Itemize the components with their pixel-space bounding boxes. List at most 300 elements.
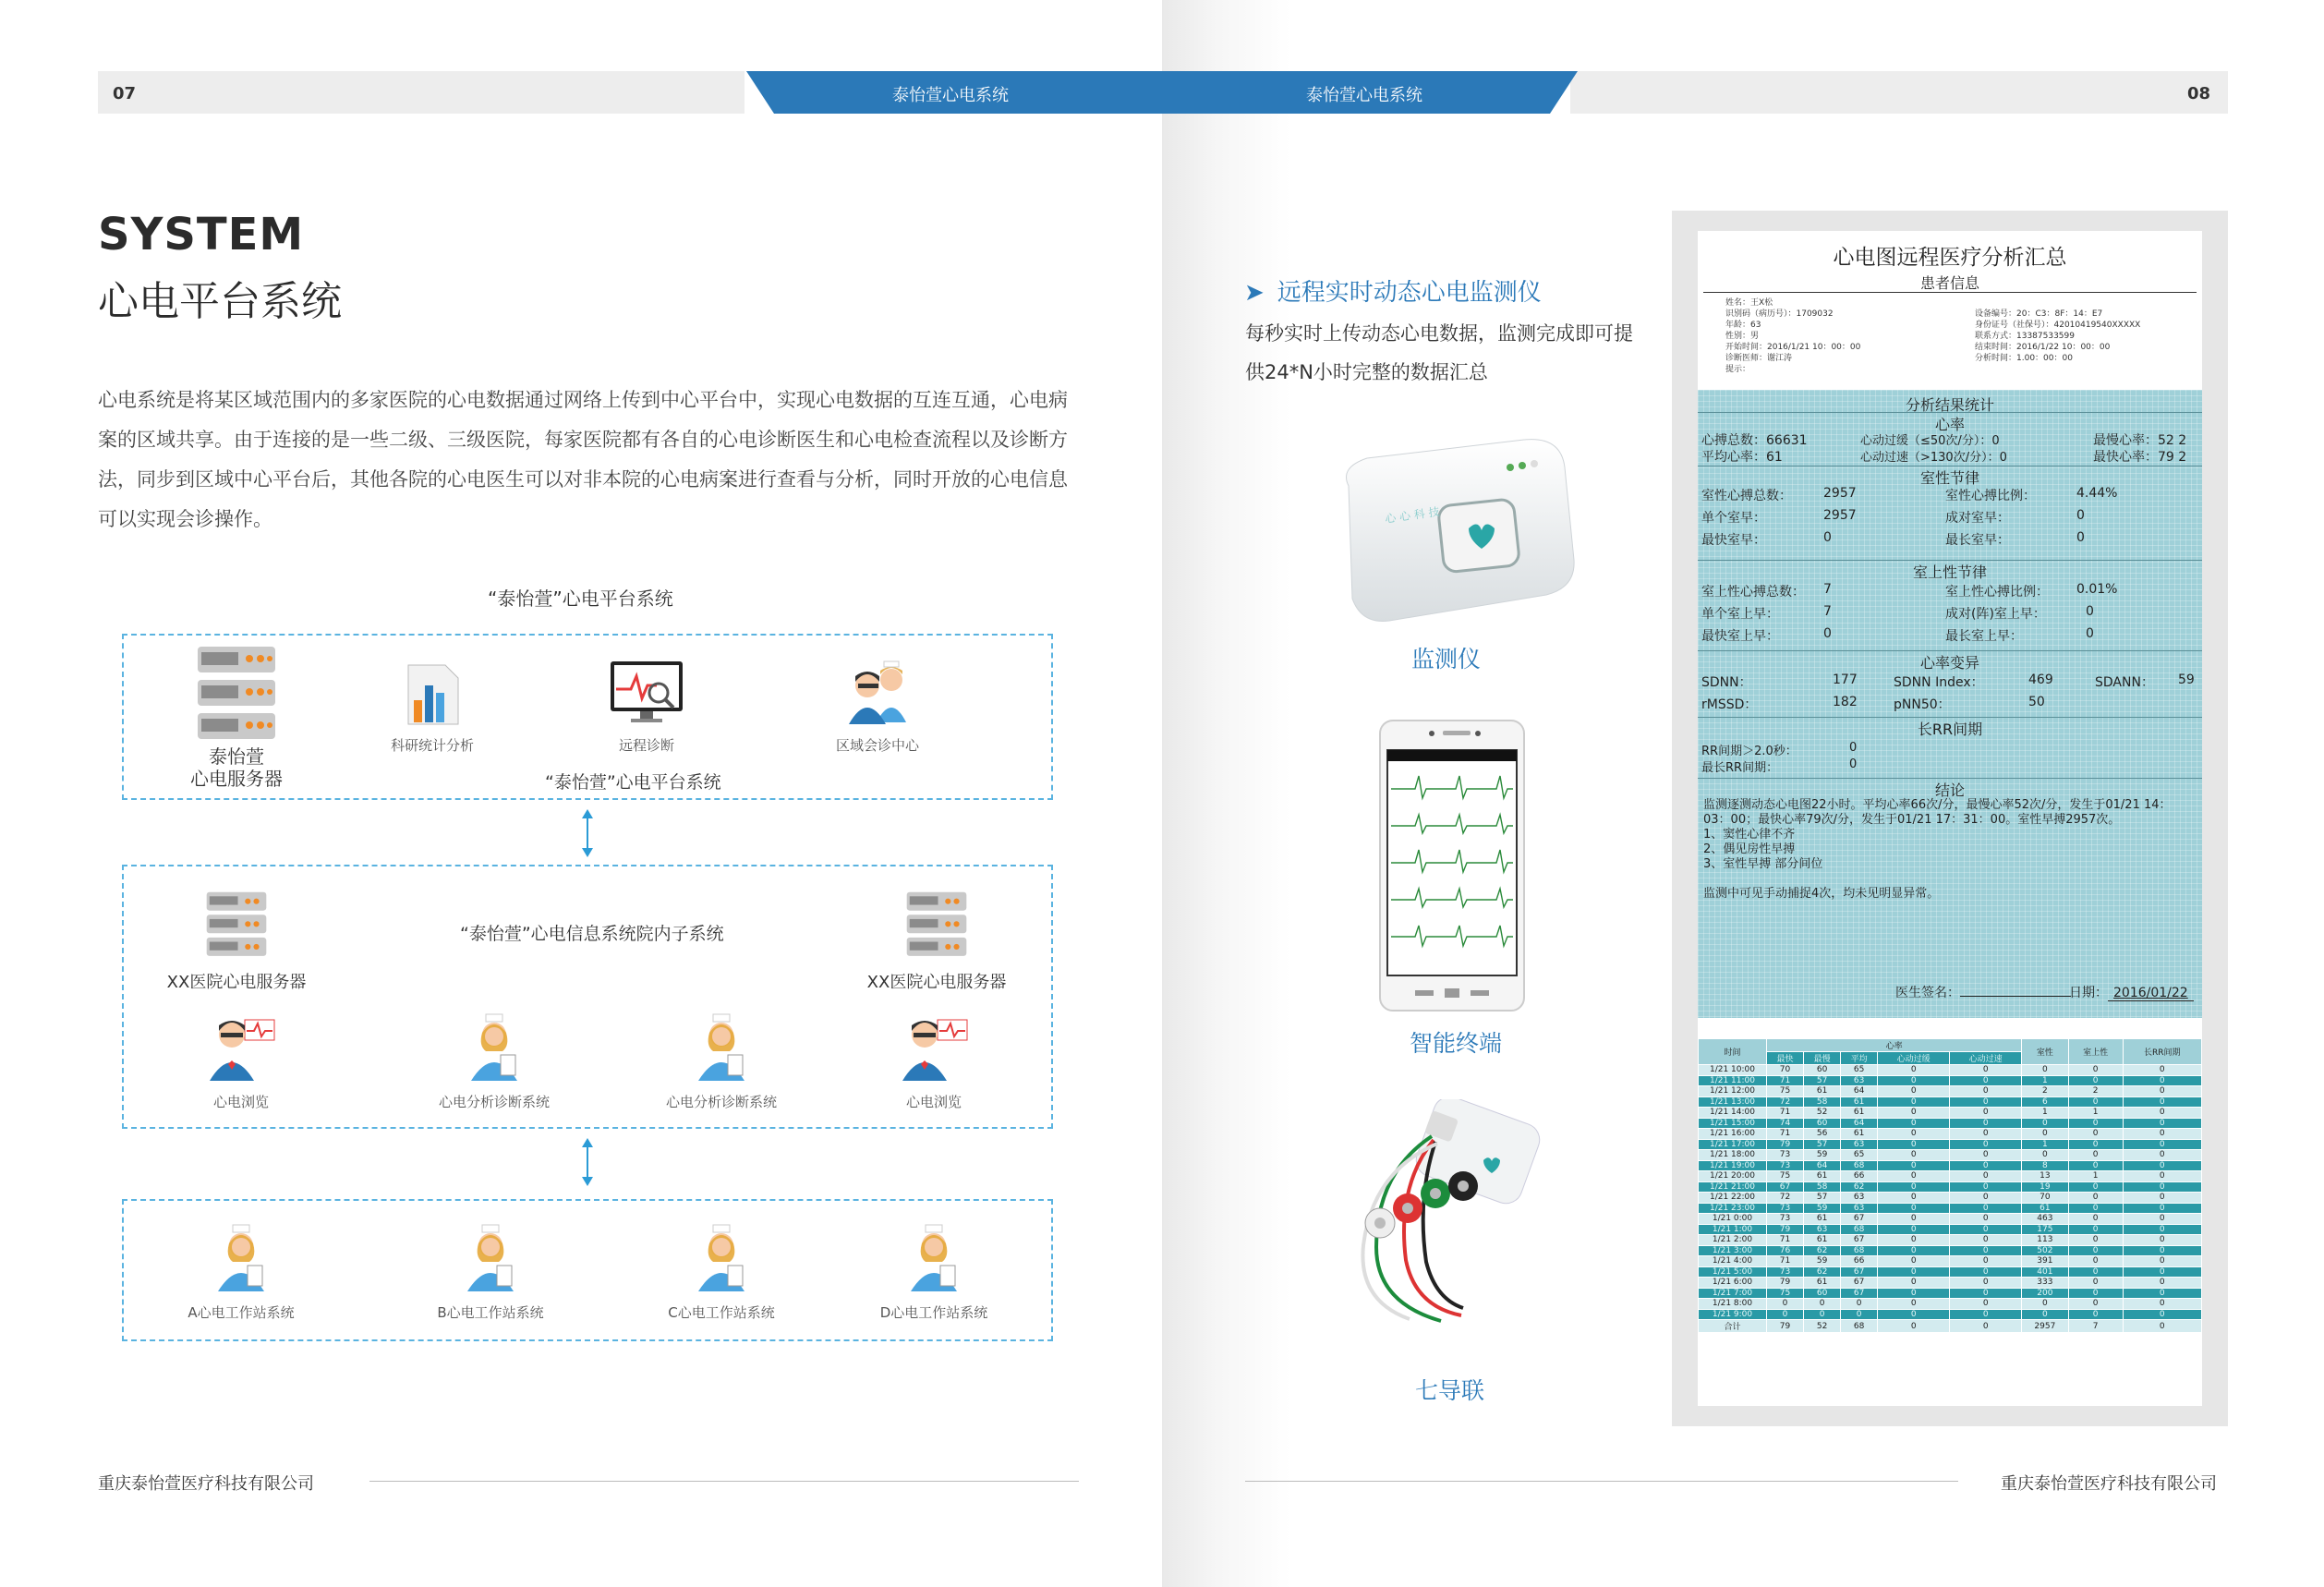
- table-cell: 63: [1804, 1224, 1841, 1235]
- table-cell: 0: [2022, 1065, 2068, 1076]
- table-cell: 1/21 21:00: [1699, 1181, 1767, 1193]
- svg-text:心 心 科 技: 心 心 科 技: [1384, 504, 1441, 526]
- table-cell: 0: [2123, 1203, 2201, 1214]
- table-cell: 0: [2123, 1096, 2201, 1108]
- hourly-table: [1698, 1038, 2202, 1333]
- table-cell: 0: [2123, 1288, 2201, 1299]
- table-cell: 0: [1950, 1266, 2022, 1278]
- table-cell: 0: [1878, 1203, 1950, 1214]
- table-cell: 70: [2022, 1193, 2068, 1204]
- table-cell: 0: [1878, 1214, 1950, 1225]
- table-cell: 0: [1804, 1299, 1841, 1310]
- table-cell: 75: [1767, 1086, 1804, 1097]
- table-cell: 56: [1804, 1129, 1841, 1140]
- table-cell: 1/21 19:00: [1699, 1160, 1767, 1171]
- table-cell: 0: [2022, 1299, 2068, 1310]
- table-cell: 71: [1767, 1256, 1804, 1267]
- stat-text: pNN50：: [1894, 697, 1951, 712]
- ecg-browse-node-1: [181, 1012, 301, 1111]
- table-cell: 0: [1950, 1278, 2022, 1289]
- doctor-label: 医生签名：: [1895, 986, 1960, 1000]
- table-row: [1699, 1065, 2202, 1076]
- table-cell: 0: [2068, 1160, 2123, 1171]
- stat-text: 0: [1823, 626, 1832, 641]
- sync-arrow-2: [578, 1138, 597, 1186]
- stat-text: 0: [1849, 757, 1858, 771]
- table-cell: 0: [2123, 1108, 2201, 1119]
- stat-text: 469: [2028, 672, 2053, 687]
- table-cell: 0: [2123, 1320, 2201, 1333]
- table-cell: 0: [2068, 1288, 2123, 1299]
- table-cell: 1: [2068, 1171, 2123, 1182]
- header-title-left: 泰怡萱心电系统: [892, 86, 1009, 105]
- section-hrv: 心率变异: [1698, 650, 2202, 672]
- footer-line-left: [369, 1481, 1079, 1482]
- table-cell: 0: [1878, 1118, 1950, 1129]
- ecg-browse-node-2: [874, 1012, 994, 1111]
- table-cell: 59: [1804, 1203, 1841, 1214]
- table-cell: 0: [1878, 1309, 1950, 1320]
- stat-text: 成对室早：: [1945, 511, 2010, 526]
- bar-chart-icon: [395, 661, 469, 726]
- table-cell: 61: [1841, 1108, 1878, 1119]
- table-row: [1699, 1214, 2202, 1225]
- table-cell: 1: [2022, 1139, 2068, 1150]
- table-cell: 0: [2123, 1129, 2201, 1140]
- table-cell: 63: [1841, 1075, 1878, 1086]
- table-cell: 0: [2068, 1235, 2123, 1246]
- table-cell: 74: [1767, 1118, 1804, 1129]
- table-cell: 0: [2068, 1266, 2123, 1278]
- table-cell: 0: [1804, 1309, 1841, 1320]
- date-label: 日期：: [2069, 986, 2108, 1000]
- conclusion-line: [1703, 872, 2198, 887]
- date-value: 2016/01/22: [2108, 986, 2194, 1001]
- table-cell: 0: [2068, 1150, 2123, 1161]
- stat-text: 177: [1833, 672, 1858, 687]
- table-cell: 0: [2123, 1224, 2201, 1235]
- conclusion-text: [1703, 798, 2198, 902]
- platform-server-label: 泰怡萱 心电服务器: [190, 745, 283, 790]
- table-cell: 65: [1841, 1065, 1878, 1076]
- table-cell: 1/21 0:00: [1699, 1214, 1767, 1225]
- table-cell: 0: [1950, 1118, 2022, 1129]
- th-sub: 平均: [1841, 1052, 1878, 1065]
- seven-lead-image: [1349, 1099, 1570, 1330]
- table-cell: 66: [1841, 1256, 1878, 1267]
- table-cell: 0: [1878, 1288, 1950, 1299]
- table-cell: 1/21 13:00: [1699, 1096, 1767, 1108]
- table-cell: 71: [1767, 1075, 1804, 1086]
- table-cell: 62: [1804, 1266, 1841, 1278]
- table-cell: 0: [2068, 1256, 2123, 1267]
- device-label-2: 智能终端: [1410, 1030, 1503, 1057]
- stat-text: 室性心搏比例：: [1945, 489, 2036, 503]
- table-cell: 0: [1950, 1299, 2022, 1310]
- section-conclusion: 结论: [1698, 778, 2202, 800]
- table-cell: 1/21 23:00: [1699, 1203, 1767, 1214]
- table-cell: 0: [1878, 1171, 1950, 1182]
- hospital-caption: “泰怡萱”心电信息系统院内子系统: [460, 924, 724, 944]
- table-cell: 0: [1878, 1160, 1950, 1171]
- table-cell: 63: [1841, 1193, 1878, 1204]
- table-cell: 1/21 1:00: [1699, 1224, 1767, 1235]
- table-cell: 61: [1841, 1096, 1878, 1108]
- table-row: [1699, 1203, 2202, 1214]
- heading-en: SYSTEM: [98, 209, 305, 260]
- table-cell: 79: [1767, 1278, 1804, 1289]
- table-cell: 0: [2123, 1266, 2201, 1278]
- table-cell: 1/21 7:00: [1699, 1288, 1767, 1299]
- table-cell: 0: [1878, 1150, 1950, 1161]
- table-cell: 0: [1950, 1193, 2022, 1204]
- intro-paragraph: 心电系统是将某区域范围内的多家医院的心电数据通过网络上传到中心平台中，实现心电数据的互连互通，心电病案的区域共享。由于连接的是一些二级、三级医院，每家医院都有各自的心电诊断医生和心电检查流程以及诊断方法，同步到区域中心平台后，其他各院的心电医生可以对非本院的心电病案进行查看与分析，同时开放的心电信息可以实现会诊操作。: [98, 389, 1068, 530]
- section-long-rr: 长RR间期: [1698, 717, 2202, 739]
- table-cell: 0: [1767, 1309, 1804, 1320]
- table-row: [1699, 1086, 2202, 1097]
- th-supraventricular: 室上性: [2068, 1039, 2123, 1065]
- patient-info-right: 设备编号：20：C3：8F：14：E7 身份证号（社保号）：42010419540XXXXX 联系方式：13387533599 结束时间：2016/1/22 10：00：00 分析时间：1.00：00：00: [1975, 309, 2141, 363]
- doctor-ecg-icon: [897, 1012, 971, 1083]
- table-cell: 0: [2123, 1150, 2201, 1161]
- stat-text: 2957: [1823, 486, 1857, 501]
- table-cell: 0: [2068, 1278, 2123, 1289]
- table-cell: 68: [1841, 1160, 1878, 1171]
- table-cell: 0: [2123, 1086, 2201, 1097]
- table-row: [1699, 1181, 2202, 1193]
- table-cell: 0: [2022, 1150, 2068, 1161]
- table-cell: 0: [1950, 1256, 2022, 1267]
- table-cell: 0: [2068, 1129, 2123, 1140]
- table-cell: 0: [1878, 1108, 1950, 1119]
- table-cell: 0: [1950, 1065, 2022, 1076]
- stat-text: 成对(阵)室上早：: [1945, 607, 2046, 622]
- server-icon: [200, 885, 273, 959]
- table-cell: 1/21 5:00: [1699, 1266, 1767, 1278]
- stat-text: 7: [1823, 582, 1832, 597]
- table-cell: 65: [1841, 1150, 1878, 1161]
- table-cell: 58: [1804, 1096, 1841, 1108]
- table-cell: 0: [2068, 1224, 2123, 1235]
- table-row: [1699, 1096, 2202, 1108]
- table-cell: 64: [1841, 1086, 1878, 1097]
- stat-text: 最快室上早：: [1701, 629, 1779, 644]
- stat-text: 室上性心搏总数：: [1701, 585, 1805, 600]
- table-cell: 0: [1878, 1224, 1950, 1235]
- stat-text: 0: [1849, 741, 1858, 755]
- table-cell: 0: [2123, 1118, 2201, 1129]
- ecg-browse-label-2: 心电浏览: [905, 1094, 962, 1110]
- report-title: 心电图远程医疗分析汇总: [1833, 246, 2067, 270]
- table-cell: 57: [1804, 1193, 1841, 1204]
- table-cell: 0: [2068, 1065, 2123, 1076]
- workstation-d-label: D心电工作站系统: [879, 1304, 988, 1321]
- table-row: [1699, 1129, 2202, 1140]
- table-cell: 73: [1767, 1266, 1804, 1278]
- stat-text: 4.44%: [2076, 486, 2118, 501]
- workstation-a-label: A心电工作站系统: [188, 1304, 295, 1321]
- table-row: [1699, 1299, 2202, 1310]
- table-cell: 0: [1950, 1108, 2022, 1119]
- table-cell: 71: [1767, 1129, 1804, 1140]
- table-cell: 0: [1878, 1181, 1950, 1193]
- table-cell: 0: [1878, 1139, 1950, 1150]
- server-icon: [900, 885, 974, 959]
- conclusion-line: 1、窦性心律不齐: [1703, 828, 1796, 842]
- stat-text: 室上性心搏比例：: [1945, 585, 2049, 600]
- table-cell: 0: [2123, 1235, 2201, 1246]
- stat-text: 182: [1833, 695, 1858, 709]
- table-cell: 70: [1767, 1065, 1804, 1076]
- table-cell: 66: [1841, 1171, 1878, 1182]
- table-cell: 8: [2022, 1160, 2068, 1171]
- table-row: [1699, 1309, 2202, 1320]
- table-cell: 0: [1950, 1129, 2022, 1140]
- table-cell: 68: [1841, 1224, 1878, 1235]
- table-cell: 60: [1804, 1118, 1841, 1129]
- table-cell: 0: [2068, 1309, 2123, 1320]
- stat-text: 50: [2028, 695, 2045, 709]
- table-cell: 62: [1804, 1245, 1841, 1256]
- device-label-3: 七导联: [1415, 1377, 1485, 1404]
- table-cell: 1/21 18:00: [1699, 1150, 1767, 1161]
- table-cell: 0: [2123, 1065, 2201, 1076]
- stat-text: 最快室早：: [1701, 533, 1766, 548]
- th-sub: 最快: [1767, 1052, 1804, 1065]
- doctor-signature: [1895, 983, 2071, 1001]
- table-cell: 0: [1878, 1086, 1950, 1097]
- table-row: [1699, 1118, 2202, 1129]
- table-cell: 0: [2123, 1171, 2201, 1182]
- table-cell: 52: [1804, 1320, 1841, 1333]
- nurse-icon: [462, 1012, 527, 1083]
- nurse-icon: [902, 1223, 966, 1293]
- table-cell: 61: [1804, 1171, 1841, 1182]
- table-cell: 60: [1804, 1065, 1841, 1076]
- table-row: [1699, 1108, 2202, 1119]
- table-cell: 0: [1878, 1245, 1950, 1256]
- report-date: [2069, 983, 2194, 1001]
- table-cell: 0: [2123, 1181, 2201, 1193]
- ecg-analysis-label-2: 心电分析诊断系统: [665, 1094, 777, 1110]
- table-cell: 0: [2123, 1256, 2201, 1267]
- table-cell: 1/21 10:00: [1699, 1065, 1767, 1076]
- table-row: [1699, 1320, 2202, 1333]
- section-hr: 心率: [1698, 412, 2202, 434]
- table-cell: 75: [1767, 1288, 1804, 1299]
- table-cell: 0: [1878, 1065, 1950, 1076]
- section-title: [1244, 273, 1542, 308]
- table-cell: 7: [2068, 1320, 2123, 1333]
- conclusion-line: 监测中可见手动捕捉4次，均未见明显异常。: [1703, 887, 1940, 901]
- heading-cn: 心电平台系统: [98, 278, 342, 325]
- table-cell: 0: [2022, 1129, 2068, 1140]
- stat-text: SDANN：: [2095, 675, 2154, 690]
- stat-text: 7: [1823, 604, 1832, 619]
- stat-text: 0: [1823, 530, 1832, 545]
- table-cell: 合计: [1699, 1320, 1767, 1333]
- stat-text: 最长室上早：: [1945, 629, 2023, 644]
- stat-text: 0: [2086, 604, 2094, 619]
- table-row: [1699, 1245, 2202, 1256]
- table-cell: 0: [1878, 1075, 1950, 1086]
- table-cell: 0: [1878, 1193, 1950, 1204]
- table-cell: 57: [1804, 1075, 1841, 1086]
- table-cell: 67: [1841, 1266, 1878, 1278]
- stats-title: 分析结果统计: [1905, 396, 1994, 414]
- footer-company-right: 重庆泰怡萱医疗科技有限公司: [2001, 1474, 2217, 1494]
- table-row: [1699, 1288, 2202, 1299]
- stat-text: 心搏总数：66631: [1701, 433, 1808, 448]
- consult-label: 区域会诊中心: [835, 737, 919, 754]
- footer-company-left: 重庆泰怡萱医疗科技有限公司: [98, 1474, 314, 1494]
- table-cell: 58: [1804, 1181, 1841, 1193]
- section-title-text: 远程实时动态心电监测仪: [1277, 279, 1542, 307]
- th-ventricular: 室性: [2022, 1039, 2068, 1065]
- stat-text: 0.01%: [2076, 582, 2118, 597]
- stat-text: RR间期＞2.0秒：: [1701, 745, 1797, 758]
- table-cell: 1/21 9:00: [1699, 1309, 1767, 1320]
- sync-arrow-1: [578, 809, 597, 857]
- table-cell: 79: [1767, 1224, 1804, 1235]
- table-cell: 0: [1841, 1299, 1878, 1310]
- table-cell: 0: [1950, 1150, 2022, 1161]
- table-cell: 1/21 12:00: [1699, 1086, 1767, 1097]
- stat-text: 单个室早：: [1701, 511, 1766, 526]
- report-subtitle: 患者信息: [1919, 274, 1979, 292]
- research-node: [377, 661, 488, 755]
- section-ventricular: 室性节律: [1698, 466, 2202, 488]
- table-cell: 0: [1950, 1203, 2022, 1214]
- report-rule: [1703, 292, 2197, 293]
- table-cell: 75: [1767, 1171, 1804, 1182]
- table-cell: 0: [1950, 1181, 2022, 1193]
- stat-text: 平均心率：61: [1701, 450, 1783, 465]
- ecg-analysis-node-2: [652, 1012, 791, 1111]
- remote-label: 远程诊断: [618, 737, 674, 754]
- table-cell: 401: [2022, 1266, 2068, 1278]
- table-cell: 0: [2022, 1118, 2068, 1129]
- table-cell: 2957: [2022, 1320, 2068, 1333]
- stat-text: SDNN Index：: [1894, 675, 1984, 690]
- table-cell: 1/21 16:00: [1699, 1129, 1767, 1140]
- table-cell: 2: [2022, 1086, 2068, 1097]
- table-cell: 0: [1878, 1256, 1950, 1267]
- table-cell: 0: [1950, 1288, 2022, 1299]
- table-cell: 0: [1950, 1235, 2022, 1246]
- table-cell: 67: [1767, 1181, 1804, 1193]
- table-cell: 175: [2022, 1224, 2068, 1235]
- table-cell: 64: [1841, 1118, 1878, 1129]
- workstation-c: [661, 1223, 781, 1322]
- table-cell: 0: [1950, 1171, 2022, 1182]
- table-cell: 0: [1878, 1235, 1950, 1246]
- table-row: [1699, 1193, 2202, 1204]
- table-cell: 68: [1841, 1320, 1878, 1333]
- table-cell: 391: [2022, 1256, 2068, 1267]
- table-cell: 0: [1878, 1320, 1950, 1333]
- table-row: [1699, 1160, 2202, 1171]
- stat-text: SDNN：: [1701, 675, 1752, 690]
- table-cell: 61: [1804, 1086, 1841, 1097]
- table-cell: 1: [2022, 1108, 2068, 1119]
- section-description: 每秒实时上传动态心电数据，监测完成即可提供24*N小时完整的数据汇总: [1245, 322, 1633, 383]
- table-cell: 502: [2022, 1245, 2068, 1256]
- table-cell: 0: [1878, 1299, 1950, 1310]
- conclusion-line: 监测逐测动态心电图22小时。平均心率66次/分，最慢心率52次/分，发生于01/21 14：03：00；最快心率79次/分，发生于01/21 17：31：00。室性早搏2957次。: [1703, 798, 2172, 827]
- table-cell: 60: [1804, 1288, 1841, 1299]
- th-hr: 心率: [1767, 1039, 2022, 1052]
- table-cell: 0: [2068, 1118, 2123, 1129]
- stat-text: 最慢心率：52 2: [2093, 433, 2187, 448]
- nurse-icon: [689, 1012, 754, 1083]
- table-cell: 72: [1767, 1096, 1804, 1108]
- table-cell: 61: [1804, 1235, 1841, 1246]
- table-row: [1699, 1235, 2202, 1246]
- stat-text: 心动过速（>130次/分）：0: [1860, 451, 2007, 465]
- table-cell: 0: [1950, 1309, 2022, 1320]
- th-sub: 心动过速: [1950, 1052, 2022, 1065]
- table-cell: 333: [2022, 1278, 2068, 1289]
- table-cell: 57: [1804, 1139, 1841, 1150]
- table-row: [1699, 1224, 2202, 1235]
- stat-text: 最长RR间期：: [1701, 761, 1779, 775]
- stat-text: 0: [2086, 626, 2094, 641]
- diagram-title: “泰怡萱”心电平台系统: [488, 588, 673, 610]
- table-cell: 0: [1950, 1320, 2022, 1333]
- table-cell: 1/21 22:00: [1699, 1193, 1767, 1204]
- consult-node: [822, 658, 933, 755]
- table-cell: 61: [1804, 1278, 1841, 1289]
- table-cell: 0: [1950, 1096, 2022, 1108]
- table-cell: 71: [1767, 1235, 1804, 1246]
- table-row: [1699, 1256, 2202, 1267]
- monitor-device-image: [1321, 430, 1580, 624]
- table-cell: 67: [1841, 1288, 1878, 1299]
- page-number-right: 08: [2187, 84, 2211, 103]
- th-sub: 心动过缓: [1878, 1052, 1950, 1065]
- ecg-analysis-label-1: 心电分析诊断系统: [438, 1094, 550, 1110]
- table-cell: 0: [1878, 1278, 1950, 1289]
- ecg-report: [1672, 211, 2228, 1426]
- table-cell: 1: [2068, 1108, 2123, 1119]
- table-cell: 73: [1767, 1150, 1804, 1161]
- table-cell: 0: [2068, 1096, 2123, 1108]
- table-cell: 0: [2123, 1139, 2201, 1150]
- table-row: [1699, 1150, 2202, 1161]
- footer-line-right: [1245, 1481, 1958, 1482]
- table-cell: 1/21 15:00: [1699, 1118, 1767, 1129]
- table-cell: 0: [1950, 1214, 2022, 1225]
- table-cell: 0: [1950, 1086, 2022, 1097]
- research-label: 科研统计分析: [390, 737, 474, 754]
- table-cell: 6: [2022, 1096, 2068, 1108]
- table-cell: 79: [1767, 1320, 1804, 1333]
- table-cell: 0: [1878, 1266, 1950, 1278]
- table-cell: 72: [1767, 1193, 1804, 1204]
- table-cell: 1/21 14:00: [1699, 1108, 1767, 1119]
- table-cell: 59: [1804, 1256, 1841, 1267]
- table-cell: 0: [2068, 1139, 2123, 1150]
- table-cell: 1/21 11:00: [1699, 1075, 1767, 1086]
- table-row: [1699, 1171, 2202, 1182]
- table-cell: 0: [2068, 1181, 2123, 1193]
- smartphone-image: [1378, 719, 1526, 1012]
- table-cell: 73: [1767, 1160, 1804, 1171]
- table-cell: 0: [1950, 1075, 2022, 1086]
- table-cell: 13: [2022, 1171, 2068, 1182]
- arrow-right-icon: ➤: [1244, 279, 1265, 307]
